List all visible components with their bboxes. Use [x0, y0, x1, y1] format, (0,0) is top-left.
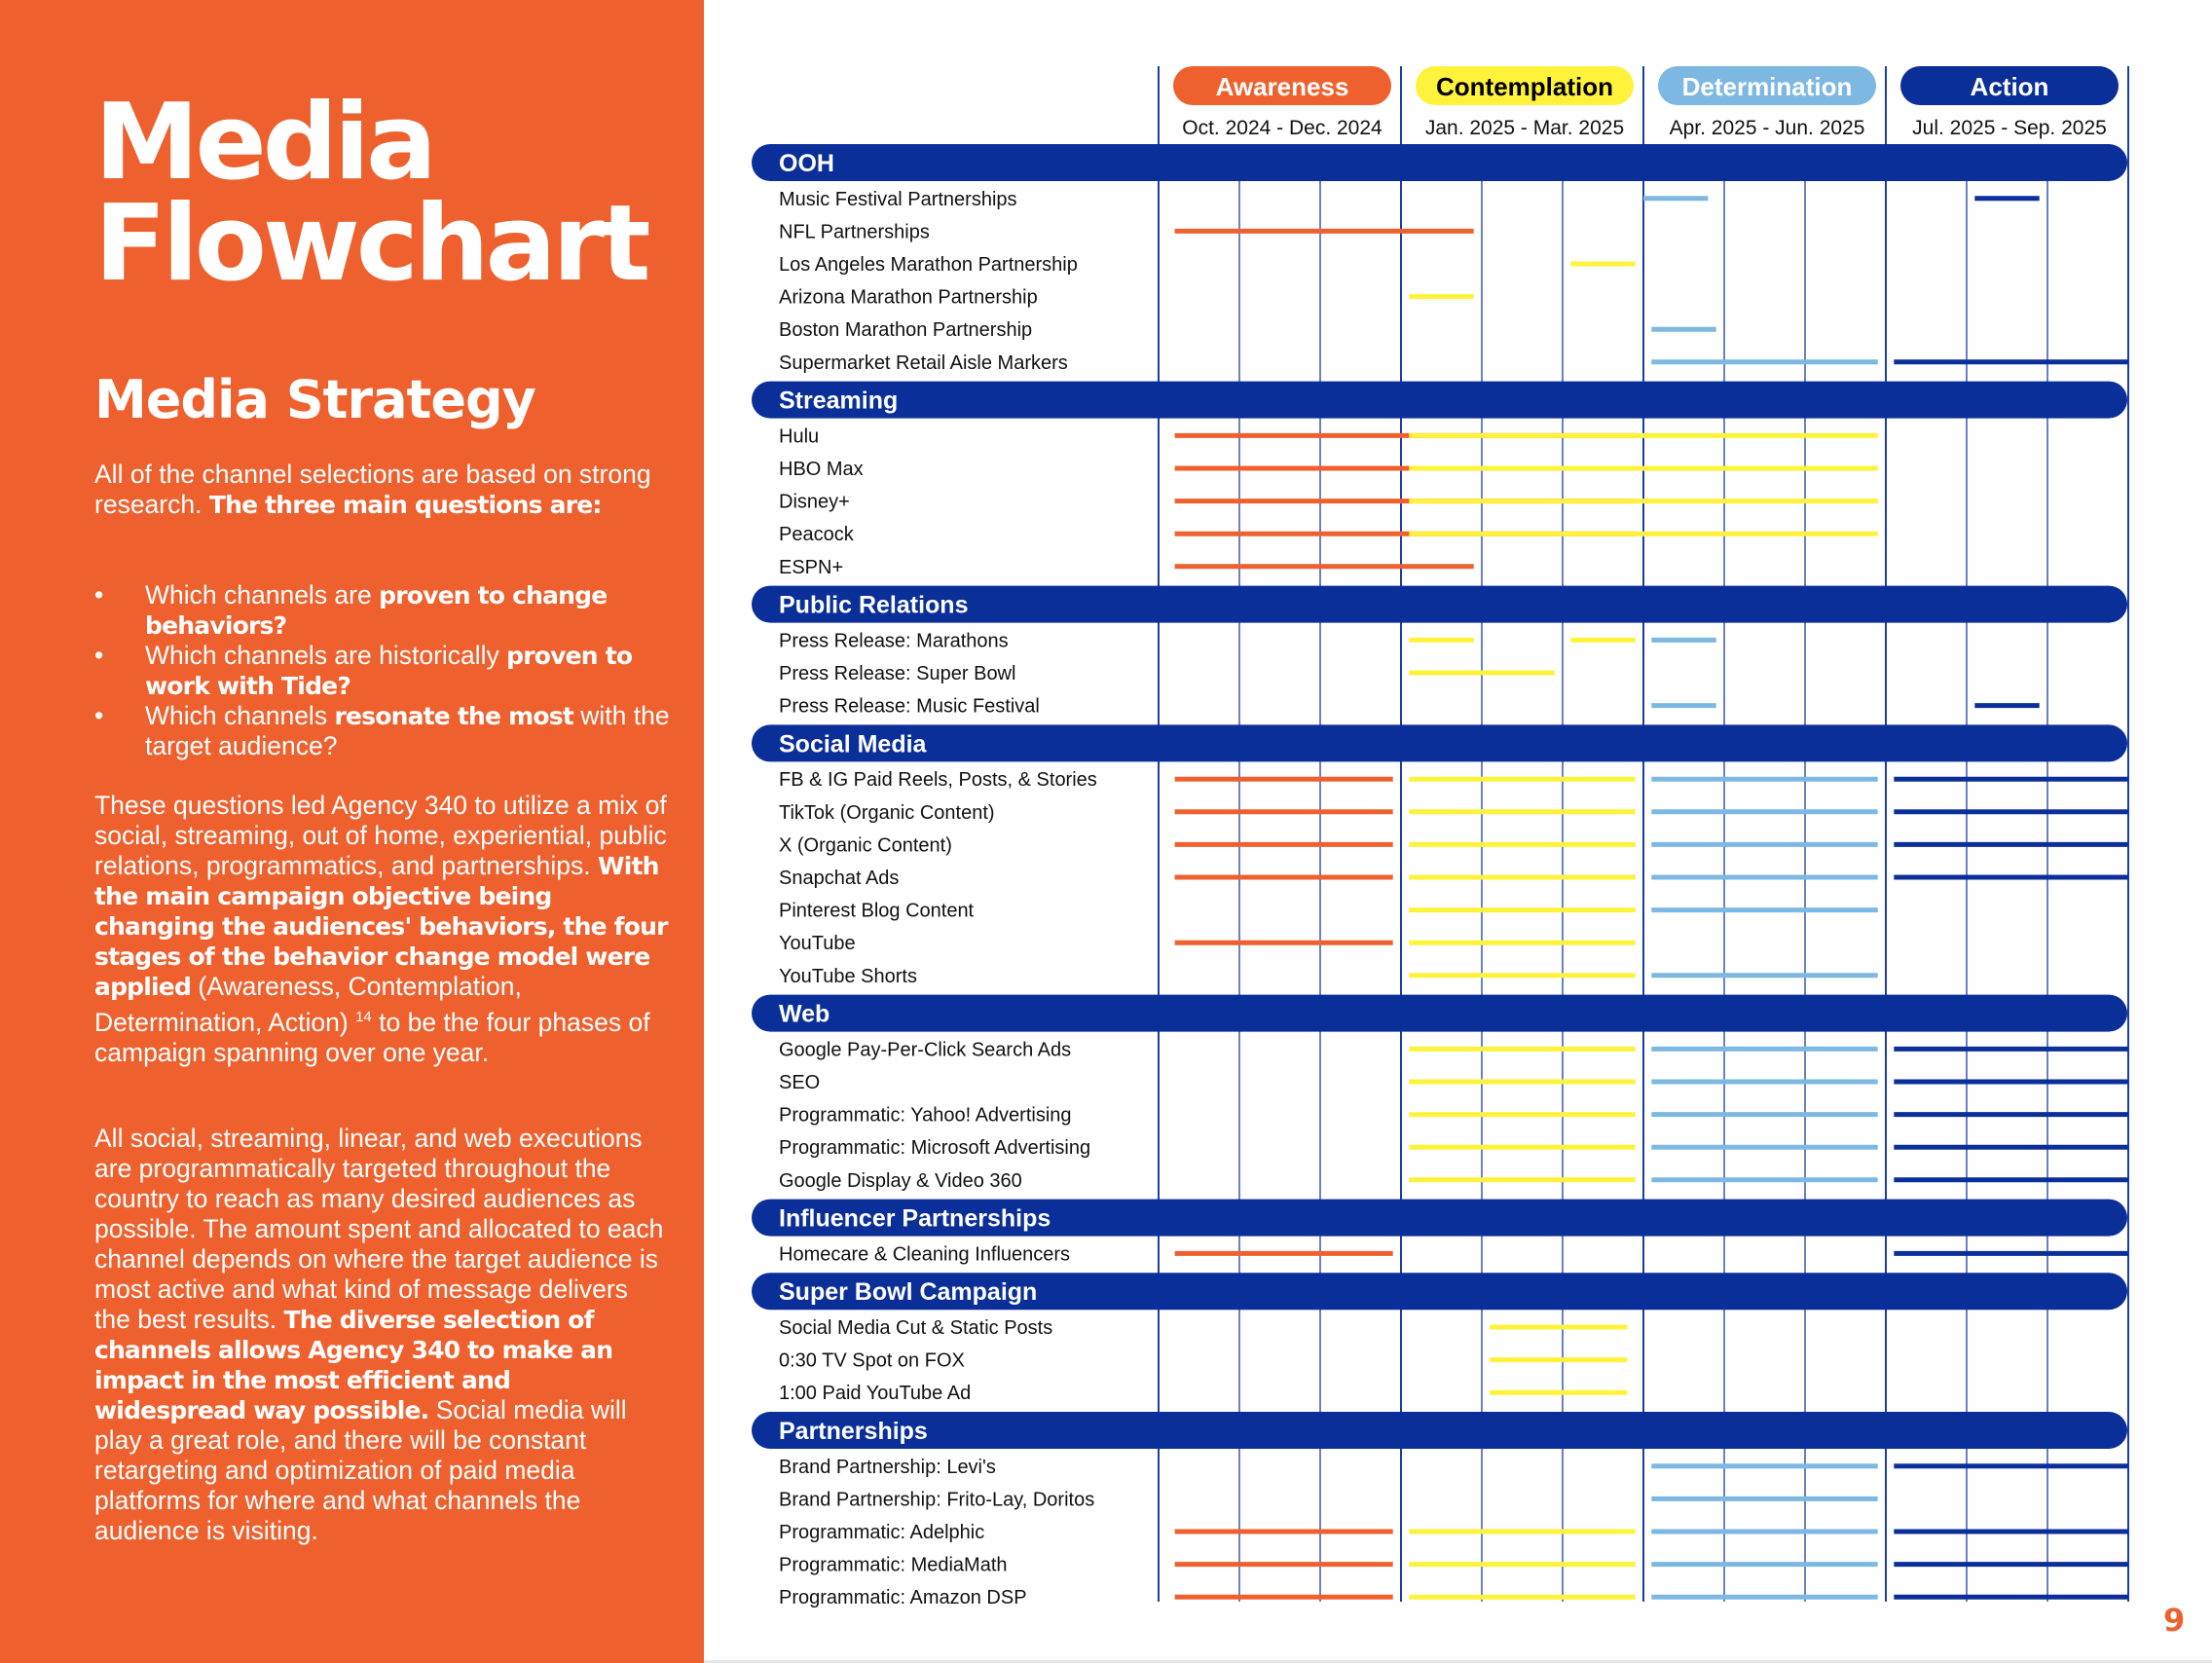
- row-label: Homecare & Cleaning Influencers: [779, 1243, 1071, 1266]
- intro-text: All of the channel selections are based on strong research.: [94, 460, 651, 519]
- row-label: Google Display & Video 360: [779, 1169, 1022, 1192]
- section-heading: Media Strategy: [94, 369, 535, 430]
- phase-period: Oct. 2024 - Dec. 2024: [1182, 117, 1382, 139]
- para-text: to be the four phases of campaign spanning over one year.: [94, 1007, 650, 1067]
- phase-label: Action: [1970, 72, 2049, 101]
- para-text: These questions led Agency 340 to utilize a mix of social, streaming, out of home, experiential, public relations, programmatics, and partnerships.: [94, 791, 667, 880]
- row-label: Programmatic: Yahoo! Advertising: [779, 1104, 1072, 1127]
- row-label: Press Release: Super Bowl: [779, 663, 1016, 684]
- section-header: [752, 724, 2127, 761]
- bullet-text: Which channels: [145, 701, 335, 730]
- row-label: Hulu: [779, 425, 820, 448]
- section-title: Public Relations: [779, 591, 969, 619]
- row-label: Boston Marathon Partnership: [779, 319, 1033, 342]
- page-number: 9: [2163, 1602, 2186, 1639]
- row-label: Supermarket Retail Aisle Markers: [779, 351, 1068, 374]
- row-label: Disney+: [779, 491, 850, 513]
- section-title: Partnerships: [779, 1418, 928, 1445]
- row-label: TikTok (Organic Content): [779, 801, 995, 824]
- row-label: HBO Max: [779, 459, 864, 480]
- section-header: [752, 995, 2127, 1032]
- bullet-text: Which channels are: [145, 580, 380, 610]
- list-item: • Which channels resonate the most with the target audience?: [94, 701, 670, 760]
- bullet-bold: resonate the most: [334, 702, 573, 730]
- row-label: 0:30 TV Spot on FOX: [779, 1349, 965, 1372]
- bullet-text-end: with the target audience?: [145, 701, 670, 760]
- para-text: All social, streaming, linear, and web executions are programmatically targeted throughout the country to reach as many desired audiences as possible. The amount spent and allocated to each channel depends on where the target audience is most active and what kind of message delivers the best results.: [94, 1124, 664, 1334]
- section-title: Social Media: [779, 730, 927, 758]
- phase-label: Contemplation: [1436, 72, 1613, 101]
- row-label: Brand Partnership: Levi's: [779, 1456, 996, 1478]
- row-label: SEO: [779, 1072, 821, 1093]
- row-label: Social Media Cut & Static Posts: [779, 1317, 1053, 1339]
- row-label: Programmatic: Amazon DSP: [779, 1587, 1027, 1609]
- row-label: Los Angeles Marathon Partnership: [779, 254, 1078, 276]
- bullet-text: Which channels are historically: [145, 641, 507, 670]
- para-text: (Awareness, Contemplation, Determination, Action): [94, 972, 522, 1037]
- row-label: Press Release: Music Festival: [779, 695, 1040, 718]
- section-title: Web: [779, 1000, 830, 1028]
- section-header: [752, 382, 2127, 419]
- footnote-ref: 14: [355, 1009, 372, 1025]
- phase-period: Jan. 2025 - Mar. 2025: [1424, 117, 1625, 139]
- row-label: Arizona Marathon Partnership: [779, 286, 1038, 309]
- row-label: FB & IG Paid Reels, Posts, & Stories: [779, 769, 1097, 792]
- row-label: Snapchat Ads: [779, 868, 900, 889]
- row-label: ESPN+: [779, 556, 844, 578]
- para-bold: The diverse selection of channels allows Agency 340 to make an impact in the most efficient and widespread way possible.: [94, 1306, 613, 1424]
- phase-period: Apr. 2025 - Jun. 2025: [1669, 117, 1865, 139]
- row-label: Music Festival Partnerships: [779, 188, 1017, 210]
- row-label: Programmatic: MediaMath: [779, 1554, 1008, 1576]
- row-label: YouTube Shorts: [779, 965, 917, 987]
- phase-label: Awareness: [1215, 72, 1349, 101]
- row-label: Pinterest Blog Content: [779, 900, 975, 922]
- row-label: X (Organic Content): [779, 834, 952, 857]
- row-label: NFL Partnerships: [779, 221, 930, 243]
- row-label: Google Pay-Per-Click Search Ads: [779, 1039, 1072, 1061]
- row-label: Programmatic: Adelphic: [779, 1522, 985, 1543]
- row-label: YouTube: [779, 933, 856, 955]
- para-bold: With the main campaign objective being changing the audiences' behaviors, the four stages of the behavior change model were applied: [94, 852, 668, 1001]
- section-title: Influencer Partnerships: [779, 1204, 1051, 1233]
- row-label: Programmatic: Microsoft Advertising: [779, 1137, 1091, 1160]
- list-item: • Which channels are proven to change behaviors?: [94, 580, 608, 640]
- title-line-1: Media: [94, 82, 433, 203]
- section-header: [752, 1412, 2127, 1449]
- section-title: OOH: [779, 150, 834, 177]
- row-label: Press Release: Marathons: [779, 630, 1009, 652]
- row-label: Brand Partnership: Frito-Lay, Doritos: [779, 1489, 1095, 1511]
- bullet-bold: proven to work with Tide?: [145, 642, 633, 700]
- phase-label: Determination: [1681, 72, 1853, 101]
- row-label: 1:00 Paid YouTube Ad: [779, 1383, 972, 1405]
- title-line-2: Flowchart: [94, 183, 647, 305]
- section-title: Super Bowl Campaign: [779, 1278, 1038, 1307]
- phase-period: Jul. 2025 - Sep. 2025: [1912, 117, 2107, 139]
- para-text: Social media will play a great role, and there will be constant retargeting and optimization of paid media platforms for where and what channels the audience is visiting.: [94, 1395, 627, 1545]
- section-header: [752, 144, 2127, 181]
- bullet-bold: proven to change behaviors?: [145, 581, 608, 640]
- list-item: • Which channels are historically proven to work with Tide?: [94, 641, 633, 700]
- intro-bold: The three main questions are:: [208, 491, 602, 519]
- row-label: Peacock: [779, 524, 854, 546]
- section-title: Streaming: [779, 387, 899, 415]
